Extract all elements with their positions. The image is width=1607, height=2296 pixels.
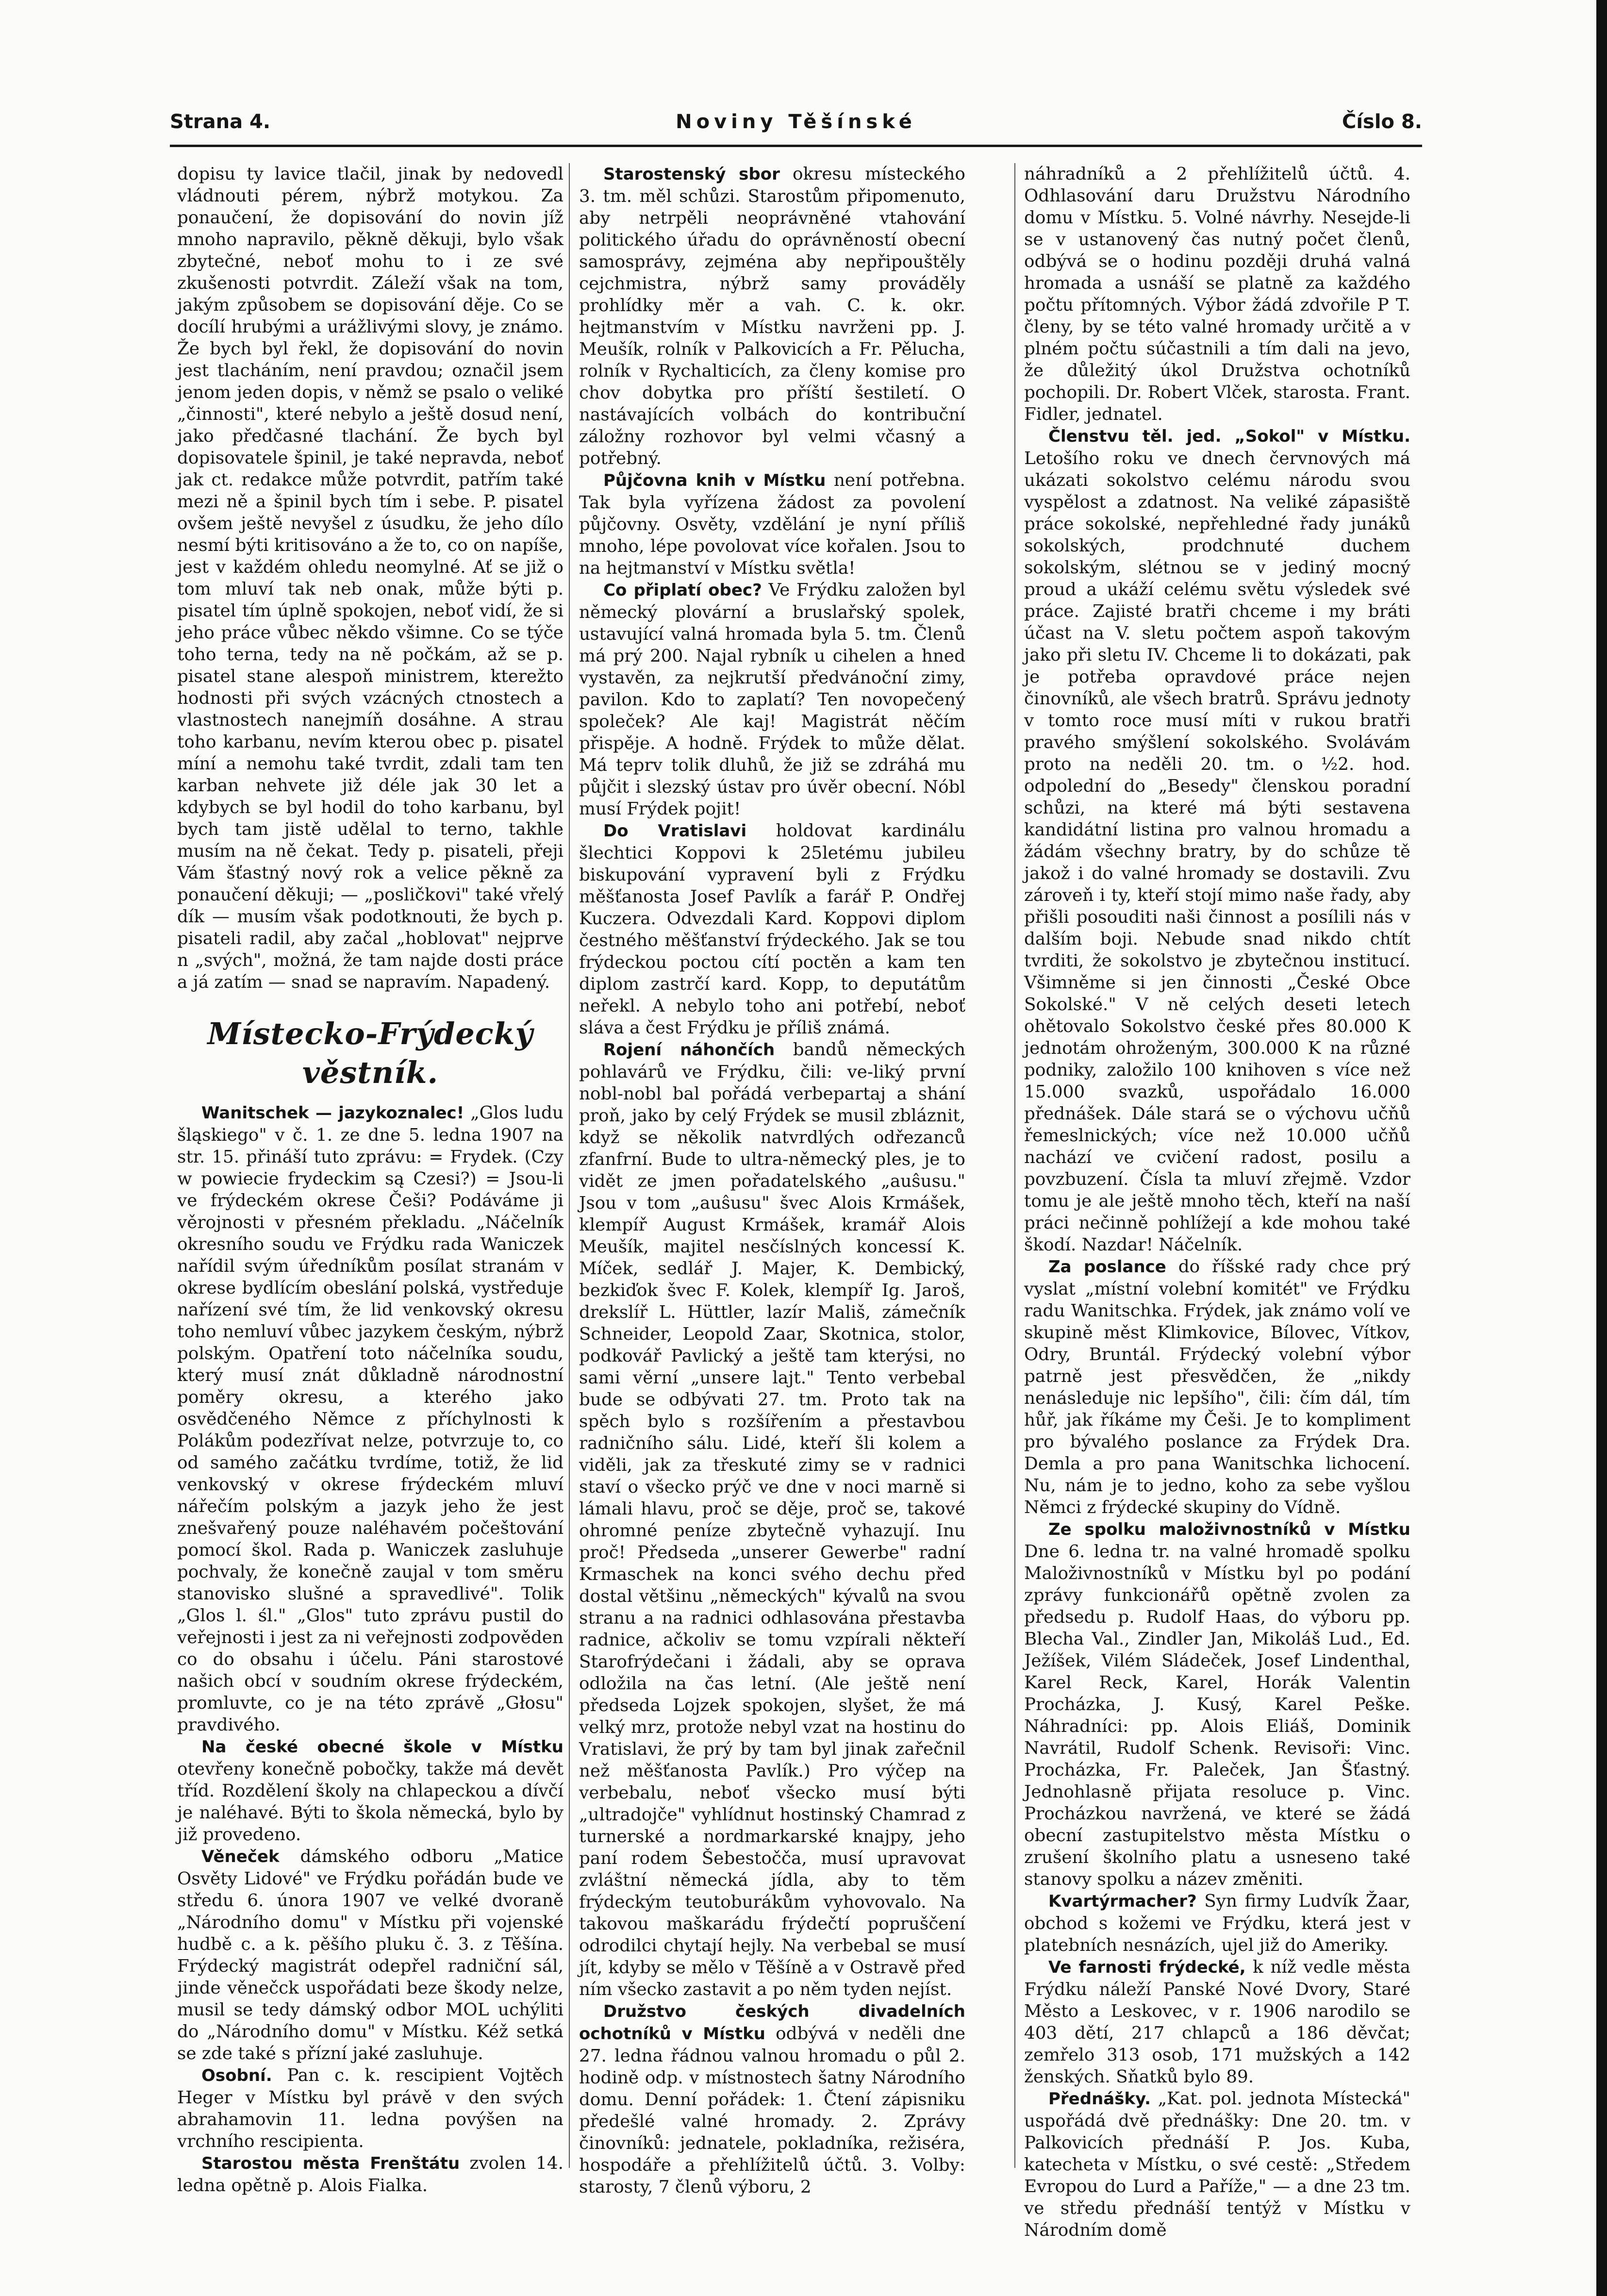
- article-text: bandů německých pohlavárů ve Frýdku, čili: ve-liký první nobl-nobl bal pořádá verbepartaj a shání proň, jako by celý Frýdek se musil zbláznit, když se několik natvrdlých odřezanců zfanfrní. Bude to ultra-německý ples, je to vidět ze jmen pořadatelského „auŝusu." Jsou v tom „auŝusu" švec Alois Krmášek, klempíř August Krmášek, kramář Alois Meušík, majitel nesčíslných koncessí K. Míček, sedlář J. Majer, K. Dembický, bezkiďok švec F. Kolek, klempíř Ig. Jaroš, drekslíř L. Hüttler, lazír Mališ, zámečník Schneider, Leopold Zaar, Skotnica, stolor, podkovář Pavlický a ještě tam kterýsi, no sami věrní „unsere lajt." Tento verbebal bude se odbývati 27. tm. Proto tak na spěch bylo s rozšířením a přestavbou radničního sálu. Lidé, kteří šli kolem a viděli, jak za třeskuté zimy se v radnici staví o všecko prýč ve dne v noci marně si lámali hlavu, proč se děje, proč se, takové ohromné peníze zbytečně vyhazují. Inu proč! Předseda „unserer Gewerbe" radní Krmaschek na konci svého dechu před dostal většinu „německých" kývalů na svou stranu a na radnici odhlasována přestavba radnice, ačkoliv se tomu vzpírali někteří Starofrýdečani i žádali, aby se oprava odložila na čas letní. (Ale ještě není předseda Lojzek spokojen, slyšet, že má velký mrz, protože nebyl vzat na hostinu do Vratislavi, že prý by tam byl jinak zařečnil než měšťanosta Pavlík.) Pro výčep na verbebalu, neboť všecko musí býti „ultradojče" vyhlídnut hostinský Chamrad z turnerské a nordmarkarské knajpy, jeho paní rodem Šebestočča, musí upravovat zvláštní německá jídla, aby to těm frýdeckým teutoburákům vyhovovalo. Na takovou maškarádu frýdečtí popruščení odrodilci chytají hejly. Na verbebal se musí jít, kdyby se mělo v Těšíně a v Ostravě před ním všecko zastavit a po něm tyden nejíst.: [579, 1040, 965, 1999]
- article-heading: Starostou města Frenštátu: [201, 2154, 460, 2173]
- article-heading: Osobní.: [201, 2066, 272, 2085]
- article-heading: Rojení náhončích: [603, 1040, 775, 1060]
- article-text: Syn firmy Ludvík Žaar, obchod s kožemi ve Frýdku, která jest v platebních nesnázích, ujel již do Ameriky.: [1024, 1891, 1410, 1955]
- article-heading: Za poslance: [1048, 1257, 1166, 1277]
- article-text: k níž vedle města Frýdku náleží Panské Nové Dvory, Staré Město a Leskovec, v r. 1906 narodilo se 403 dětí, 217 chlapců a 186 děvčat; zemřelo 313 osob, 171 mužských a 142 ženských. Sňatků bylo 89.: [1024, 1957, 1410, 2087]
- article-text: Pan c. k. rescipient Vojtěch Heger v Místku byl právě v den svých abrahamovin 11. ledna povýšen na vrchního rescipienta.: [177, 2065, 563, 2151]
- page-number: Strana 4.: [170, 111, 271, 133]
- article-text: Dne 6. ledna tr. na valné hromadě spolku Maloživnostníků v Místku byl po podání zprávy funkcionářů opětně zvolen za předsedu p. Rudolf Haas, do výboru pp. Blecha Val., Zindler Jan, Mikoláš Lud., Ed. Ježíšek, Vilém Sládeček, Josef Lindenthal, Karel Reck, Karel, Horák Valentin Procházka, J. Kusý, Karel Peške. Náhradníci: pp. Alois Eliáš, Dominik Navrátil, Rudolf Schenk. Revisoři: Vinc. Procházka, Fr. Paleček, Jan Šťastný. Jednohlasně přijata resoluce p. Vinc. Procházkou navržená, ve které se žádá obecní zastupitelstvo města Místku o zrušení školního platu a usneseno také stanovy spolku a název změniti.: [1024, 1542, 1410, 1889]
- newspaper-title: Noviny Těšínské: [676, 111, 916, 133]
- article-paragraph: [579, 579, 965, 820]
- header-rule: [170, 145, 1422, 147]
- article-paragraph: [177, 1102, 563, 1736]
- scan-edge: [1596, 0, 1607, 2296]
- article-paragraph: [1024, 1956, 1410, 2088]
- article-heading: Kvartýrmacher?: [1048, 1892, 1197, 1911]
- page-header: [170, 111, 1422, 145]
- article-paragraph: [579, 2000, 965, 2198]
- article-heading: Wanitschek — jazykoznalec!: [201, 1103, 464, 1123]
- column-2: [579, 163, 966, 2197]
- article-text: okresu místeckého 3. tm. měl schůzi. Starostům připomenuto, aby netrpěli neoprávněné vtahování politického úřadu do oprávněností obecní samosprávy, zejména aby nepřipouštěly cejchmistra, nýbrž samy prováděly prohlídky měr a vah. C. k. okr. hejtmanstvím v Místku navrženi pp. J. Meušík, rolník v Palkovicích a Fr. Pělucha, rolník v Rychalticích, za členy komise pro chov dobytka pro příští šestiletí. O nastávajících volbách do kontribuční záložny rozhovor byl velmi včasný a potřebný.: [579, 164, 965, 468]
- article-text: odbývá v neděli dne 27. ledna řádnou valnou hromadu o půl 2. hodině odp. v místnostech šatny Národního domu. Denní pořádek: 1. Čtení zápisniku předešlé valné hromady. 2. Zprávy činovníků: jednatele, pokladníka, režiséra, hospodáře a přehlížitelů účtů. 3. Volby: starosty, 7 členů výboru, 2: [579, 2024, 966, 2197]
- column-separator: [569, 163, 570, 2168]
- article-text: do říšské rady chce prý vyslat „místní volební komitét" ve Frýdku radu Wanitschka. Frýdek, jak známo volí ve skupině měst Klimkovice, Bílovec, Vítkov, Odry, Bruntál. Frýdecký volební výbor patrně jest přesvědčen, že „nikdy nenásleduje nic lepšího", čili: čím dál, tím hůř, jak říkáme my Češi. Je to kompliment pro bývalého poslance za Frýdek Dra. Demla a pro pana Wanitschka lichocení. Nu, nám je to jedno, koho za sebe vyšlou Němci z frýdecké skupiny do Vídně.: [1024, 1257, 1410, 1517]
- article-text: Ve Frýdku založen byl německý plovární a bruslařský spolek, ustavující valná hromada byla 5. tm. Členů má prý 200. Najal rybník u cihelen a hned vystavěn, za nejkrutší předvánoční zimy, pavilon. Kdo to zaplatí? Ten novopečený společek? Ale kaj! Magistrát něčím přispěje. A hodně. Frýdek to může dělat. Má teprv tolik dluhů, že již se zdráhá mu půjčit i slezský ústav pro úvěr obecní. Nóbl musí Frýdek pojit!: [579, 580, 965, 819]
- article-paragraph: [177, 1736, 563, 1846]
- article-text: „Glos ludu šląskiego" v č. 1. ze dne 5. ledna 1907 na str. 15. přináší tuto zprávu: = Frydek. (Czy w powiecie frydeckim są Czesi?) = Jsou-li ve frýdeckém okrese Češi? Podáváme ji věrojnosti v přesném překladu. „Náčelník okresního soudu ve Frýdku rada Waniczek nařídil svým úředníkům posílat stranám v okrese bydlícím obeslání polská, vystředuje nařízení své tím, že lid venkovský okresu toho nemluví vůbec jazykem českým, nýbrž polským. Opatření toto náčelníka soudu, který musí znát důkladně národnostní poměry okresu, a kterého jako osvědčeného Němce z příchylnosti k Polákům podezřívat nelze, potvrzuje to, co od samého začátku tvrdíme, totiž, že lid venkovský v okrese frýdeckém mluví nářečím polským a jazyk jeho že jest znešvařený pouze naléhavém počeštování pomocí škol. Rada p. Waniczek zasluhuje pochvaly, že konečně zaujal v tom směru stanovisko slušné a spravedlivé". Tolik „Glos l. śl." „Glos" tuto zprávu pustil do veřejnosti i jest za ni veřejnosti zodpověden co do obsahu i účelu. Páni starostové našich obcí v soudním okrese frýdeckém, promluvte, co je na této zprávě „Głosu" pravdivého.: [177, 1103, 563, 1735]
- article-heading: Družstvo českých divadelních ochotníků v Místku: [579, 2002, 965, 2044]
- article-paragraph: [1024, 1890, 1410, 1956]
- article-paragraph: dopisu ty lavice tlačil, jinak by nedovedl vládnouti pérem, nýbrž motykou. Za ponaučení, že dopisování do novin jíž mnoho napravilo, pěkně děkuji, bylo však zbytečné, neboť mohu to i ze své zkušenosti potvrdit. Záleží však na tom, jakým způsobem se dopisování děje. Co se docílí hrubými a urážlivými slovy, je známo. Že bych byl řekl, že dopisování do novin jest tlacháním, není pravdou; označil jsem jenom jeden dopis, v němž se psalo o veliké „činnosti", které nebylo a ještě dosud není, jako předčasné tlachání. Že bych byl dopisovatele špinil, je také nepravda, neboť jak ct. redakce může potvrdit, patřím také mezi ně a špinil bych tím i sebe. P. pisatel ovšem ještě nevyšel z úsudku, že jeho dílo nesmí býti kritisováno a že to, co on napíše, jest v každém ohledu neomylné. Ať se již o tom mluví tak neb onak, může býti p. pisatel tím úplně spokojen, neboť vidí, že si jeho práce vůbec někdo všimne. Co se týče toho terna, tedy na ně počkám, až se p. pisatel stane alespoň ministrem, kterežto hodnosti při svých vzácných ctnostech a vlastnostech nanejmíň dosáhne. A strau toho karbanu, nevím kterou obec p. pisatel míní a nemohu také tvrdit, zdali tam ten karban nehvete již déle jak 30 let a kdybych se byl hodil do toho karbanu, byl bych tam jistě udělal to terno, takhle musím na ně čekat. Tedy p. pisateli, přeji Vám šťastný nový rok a velice pěkně za ponaučení děkuji; — „posličkovi" také vřelý dík — musím však podotknouti, že bych p. pisateli radil, aby začal „hoblovat" nejprve n „svých", možná, že tam najde dosti práce a já zatím — snad se napravím. Napadený.: [177, 164, 563, 992]
- article-paragraph: [1024, 1256, 1410, 1518]
- article-paragraph: [579, 1039, 965, 2000]
- article-paragraph: [579, 469, 965, 579]
- article-heading: Půjčovna knih v Místku: [603, 471, 826, 490]
- article-text: „Kat. pol. jednota Místecká" uspořádá dvě přednášky: Dne 20. tm. v Palkovicích přednáší P. Jos. Kuba, katecheta v Místku, o své cestě: „Středem Evropou do Lurd a Paříže," — a dne 23 tm. ve středu přednáší tentýž v Místku v Národním domě: [1024, 2089, 1410, 2240]
- column-3: [1024, 163, 1410, 2240]
- article-text: holdovat kardinálu šlechtici Koppovi k 25letému jubileu biskupování vypravení byli z Frýdku měšťanosta Josef Pavlík a farář P. Ondřej Kuczera. Odvezdali Kard. Koppovi diplom čestného měšťanství frýdeckého. Jak se tou frýdeckou poctou cítí poctěn a kam ten diplom zastrčí kard. Kopp, to deputátům neřekl. A nebylo toho ani potřebí, neboť sláva a čest Frýdku je příliš známá.: [579, 821, 965, 1038]
- article-paragraph: [1024, 425, 1410, 1256]
- article-paragraph: [579, 820, 965, 1039]
- article-paragraph: [1024, 1518, 1410, 1890]
- section-title: Místecko-Frýdecký věstník.: [207, 1016, 533, 1090]
- article-text: není potřebna. Tak byla vyřízena žádost za povolení půjčovny. Osvěty, vzdělání je nyní příliš mnoho, lépe povolovat více kořalen. Jsou to na hejtmanství v Místku světla!: [579, 470, 965, 578]
- column-1: [177, 163, 563, 2196]
- article-heading: Ze spolku maloživnostníků v Místku: [1048, 1520, 1410, 1539]
- article-heading: Co připlatí obec?: [603, 581, 762, 600]
- article-paragraph: [579, 163, 965, 469]
- article-heading: Na české obecné škole v Místku: [201, 1737, 563, 1757]
- article-text: otevřeny konečně pobočky, takže má devět tříd. Rozdělení školy na chlapeckou a dívčí je naléhavé. Býti to škola německá, bylo by již provedeno.: [177, 1759, 563, 1845]
- article-text: dámského odboru „Matice Osvěty Lidové" ve Frýdku pořádán bude ve středu 6. února 1907 ve velké dvoraně „Národního domu" v Místku při vojenské hudbě c. a k. pěšího pluku č. 3. z Těšína. Frýdecký magistrát odepřel radniční sál, jinde věnečck uspořádati beze škody nelze, musil se tedy dámský odbor MOL uchýliti do „Národního domu" v Místku. Kéž setká se zde také s přízní jaké zasluhuje.: [177, 1847, 563, 2063]
- article-heading: Členstvu těl. jed. „Sokol" v Místku.: [1048, 427, 1410, 446]
- column-separator: [1014, 163, 1015, 2168]
- article-heading: Do Vratislavi: [603, 821, 747, 841]
- article-heading: Ve farnosti frýdecké,: [1048, 1958, 1246, 1977]
- article-heading: Věneček: [201, 1847, 280, 1866]
- article-text: zvolen 14. ledna opětně p. Alois Fialka.: [177, 2153, 563, 2196]
- article-paragraph: [177, 1846, 563, 2064]
- article-paragraph: [177, 2152, 563, 2196]
- article-paragraph: [177, 2064, 563, 2152]
- issue-number: Číslo 8.: [1342, 111, 1422, 133]
- article-paragraph: [1024, 2088, 1410, 2241]
- article-text: Letošího roku ve dnech červnových má ukázati sokolstvo celému národu svou vyspělost a zdatnost. Na veliké zápasiště práce sokolské, nepřehledné řady junáků sokolských, prodchnuté duchem sokolským, slétnou se v jediný mocný proud a ukáží celému světu výsledek své práce. Zajisté bratři chceme i my bráti účast na V. sletu počtem aspoň takovým jako při sletu IV. Chceme li to dokázati, pak je potřeba opravdové práce nejen činovníků, ale všech bratrů. Správu jednoty v tomto roce musí míti v rukou bratři pravého smýšlení sokolského. Svolávám proto na neděli 20. tm. o ½2. hod. odpolední do „Besedy" členskou poradní schůzi, na které má býti sestavena kandidátní listina pro valnou hromadu a žádám všechny bratry, by do schůze tě jakož i do valné hromady se dostavili. Zvu zároveň i ty, kteří stojí mimo naše řady, aby přišli posouditi naši činnost a posílili nás v dalším boji. Nebude snad nikdo chtít tvrditi, že sokolstvo je zbytečnou institucí. Všimněme si jen činnosti „České Obce Sokolské." V ně celých deseti letech ohětovalo Sokolstvo české přes 80.000 K jednotám ohroženým, 300.000 K na různé podniky, založilo 100 knihoven s více než 15.000 svazků, uspořádalo 16.000 přednášek. Dále stará se o výchovu učňů řemeslnických; více než 10.000 učňů nachází ve cvičení radost, posilu a povzbuzení. Čísla ta mluví zřejmě. Vzdor tomu je ale ještě mnoho těch, kteří na naší práci nečinně pohlížejí a kde mohou také škodí. Nazdar! Náčelník.: [1024, 449, 1410, 1255]
- article-heading: Přednášky.: [1048, 2089, 1151, 2109]
- article-heading: Starostenský sbor: [603, 165, 780, 184]
- article-paragraph: náhradníků a 2 přehlížitelů účtů. 4. Odhlasování daru Družstvu Národního domu v Místku. 5. Volné návrhy. Nesejde-li se v ustanovený čas nutný počet členů, odbývá se o hodinu později druhá valná hromada a usnáší se platně za každého počtu přítomných. Výbor žádá zdvořile P T. členy, by se této valné hromady určitě a v plném počtu súčastnili a tím dali na jevo, že důležitý úkol Družstva ochotníků pochopili. Dr. Robert Vlček, starosta. Frant. Fidler, jednatel.: [1024, 164, 1410, 424]
